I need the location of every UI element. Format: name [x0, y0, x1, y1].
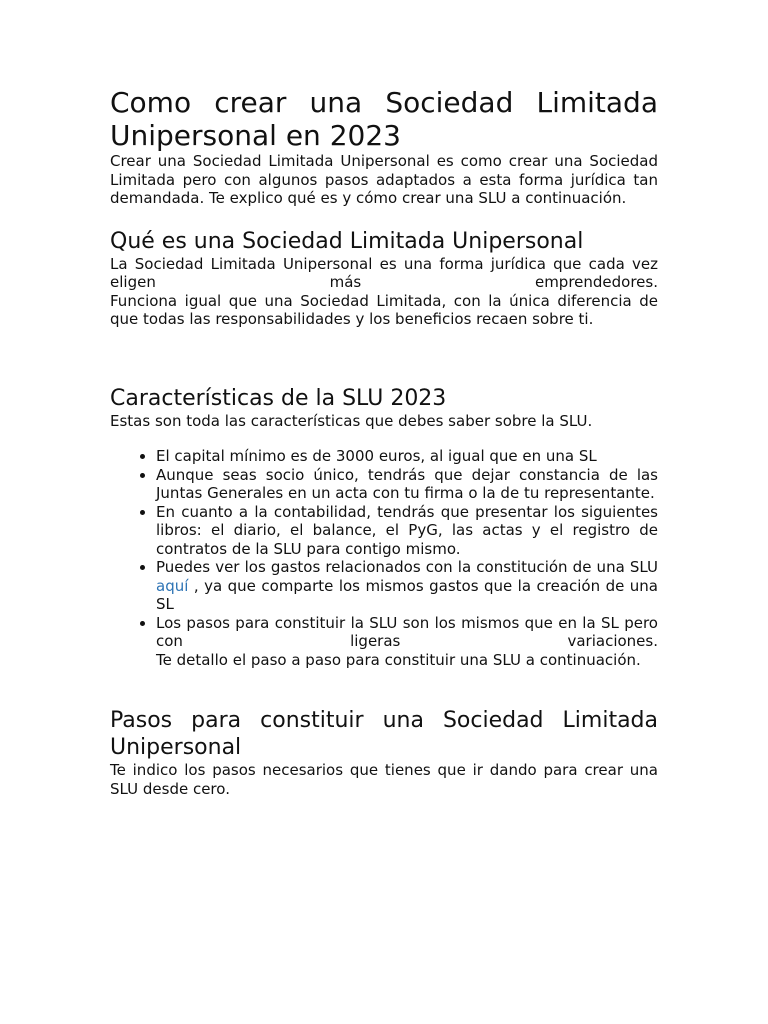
list-item-line-1: • Los pasos para constituir la SLU son los mismos que en la SL pero con ligeras variaciones. [156, 613, 658, 650]
intro-paragraph: Crear una Sociedad Limitada Unipersonal es como crear una Sociedad Limitada pero con algunos pasos adaptados a esta forma jurídica tan demandada. Te explico qué es y cómo crear una SLU a continuación. [110, 152, 658, 207]
list-item: • En cuanto a la contabilidad, tendrás que presentar los siguientes libros: el diario, el balance, el PyG, las actas y el registro de contratos de la SLU para contigo mismo. [156, 503, 658, 559]
list-item-text-before: Puedes ver los gastos relacionados con la constitución de una SLU [156, 558, 658, 576]
pasos-intro: Te indico los pasos necesarios que tienes que ir dando para crear una SLU desde cero. [110, 761, 658, 798]
section-heading-caracteristicas: Características de la SLU 2023 [110, 385, 447, 411]
aqui-link[interactable]: aquí [156, 576, 189, 595]
list-item: • El capital mínimo es de 3000 euros, al igual que en una SL [156, 447, 658, 466]
section-heading-pasos: Pasos para constituir una Sociedad Limitada Unipersonal [110, 708, 658, 760]
que-es-line-1: La Sociedad Limitada Unipersonal es una forma jurídica que cada vez eligen más emprendedores. [110, 254, 658, 291]
section-heading-que-es: Qué es una Sociedad Limitada Unipersonal [110, 228, 584, 254]
list-item [156, 558, 658, 614]
list-item: • Aunque seas socio único, tendrás que dejar constancia de las Juntas Generales en un acta con tu firma o la de tu representante. [156, 466, 658, 503]
page-title: Como crear una Sociedad Limitada Unipersonal en 2023 [110, 86, 658, 152]
list-item-text-after: , ya que comparte los mismos gastos que la creación de una SL [156, 576, 658, 613]
list-item [156, 614, 658, 670]
que-es-paragraph [110, 255, 658, 329]
que-es-line-2: Funciona igual que una Sociedad Limitada, con la única diferencia de que todas las responsabilidades y los beneficios recaen sobre ti. [110, 291, 658, 328]
caracteristicas-list [110, 447, 658, 669]
caracteristicas-intro: Estas son toda las características que debes saber sobre la SLU. [110, 411, 593, 430]
list-item-line-2: Te detallo el paso a paso para constituir una SLU a continuación. [156, 650, 641, 669]
